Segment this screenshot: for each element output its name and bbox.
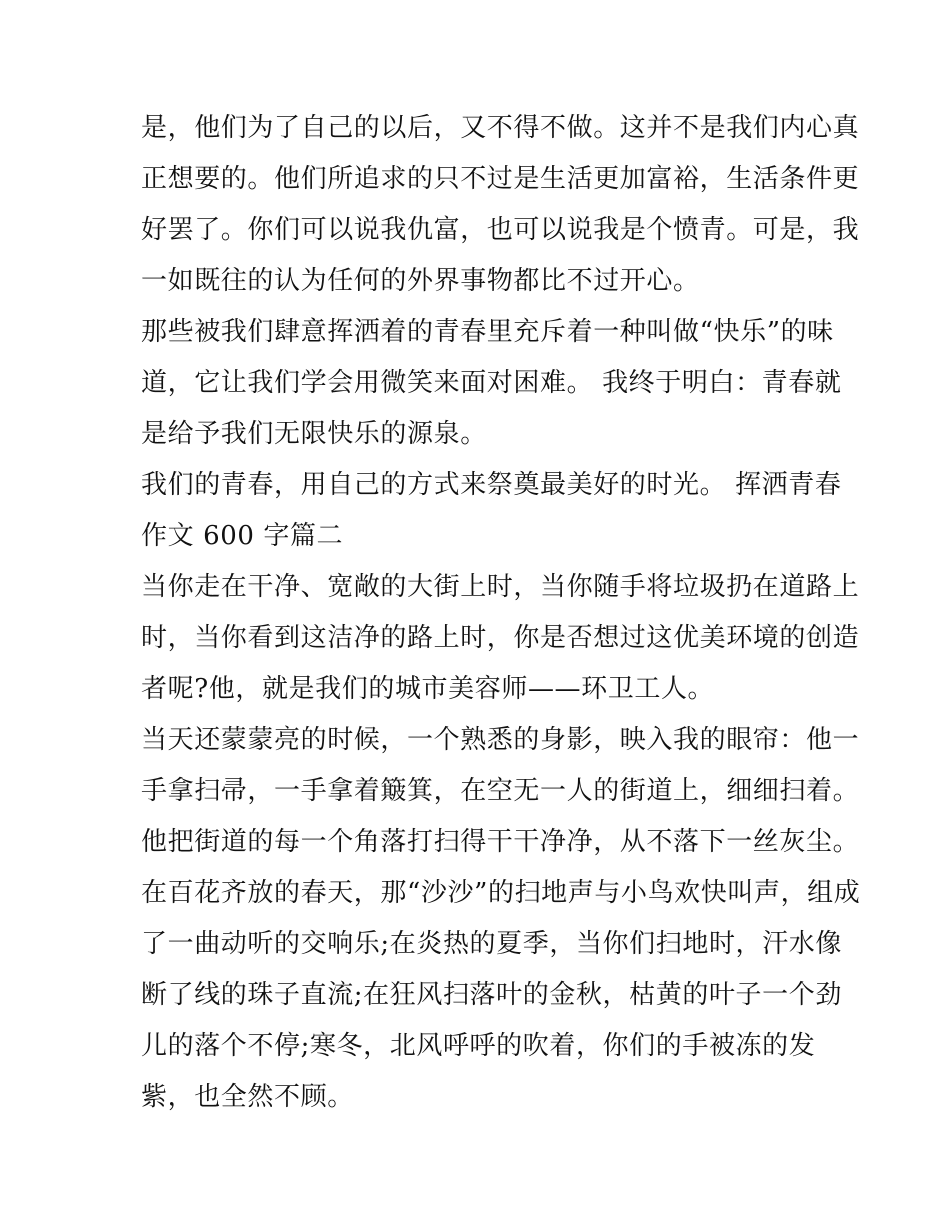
text-line: 他把街道的每一个角落打扫得干干净净，从不落下一丝灰尘。 <box>141 827 860 857</box>
text-line: 当你走在干净、宽敞的大街上时，当你随手将垃圾扔在道路上 <box>141 572 860 602</box>
text-line: 好罢了。你们可以说我仇富，也可以说我是个愤青。可是，我 <box>141 215 860 245</box>
text-line: 当天还蒙蒙亮的时候，一个熟悉的身影，映入我的眼帘：他一 <box>141 725 860 755</box>
text-line: 者呢?他，就是我们的城市美容师——环卫工人。 <box>141 674 715 704</box>
text-line: 道，它让我们学会用微笑来面对困难。 我终于明白：青春就 <box>141 368 842 398</box>
section-title-line: 作文 600 字篇二 <box>141 521 344 551</box>
text-line: 那些被我们肆意挥洒着的青春里充斥着一种叫做“快乐”的味 <box>141 317 834 347</box>
text-line: 我们的青春，用自己的方式来祭奠最美好的时光。 挥洒青春 <box>141 470 842 500</box>
text-line: 一如既往的认为任何的外界事物都比不过开心。 <box>141 266 700 296</box>
text-line: 儿的落个不停;寒冬，北风呼呼的吹着，你们的手被冻的发 <box>141 1031 816 1061</box>
text-line: 是给予我们无限快乐的源泉。 <box>141 419 487 449</box>
text-line: 断了线的珠子直流;在狂风扫落叶的金秋，枯黄的叶子一个劲 <box>141 980 842 1010</box>
document-body <box>141 103 861 1123</box>
text-line: 手拿扫帚，一手拿着簸箕，在空无一人的街道上，细细扫着。 <box>141 776 860 806</box>
text-line: 是，他们为了自己的以后，又不得不做。这并不是我们内心真 <box>141 113 860 143</box>
text-line: 时，当你看到这洁净的路上时，你是否想过这优美环境的创造 <box>141 623 860 653</box>
text-line: 在百花齐放的春天，那“沙沙”的扫地声与小鸟欢快叫声，组成 <box>141 878 861 908</box>
text-line: 了一曲动听的交响乐;在炎热的夏季，当你们扫地时，汗水像 <box>141 929 842 959</box>
text-line: 紫，也全然不顾。 <box>141 1082 354 1112</box>
text-line: 正想要的。他们所追求的只不过是生活更加富裕，生活条件更 <box>141 164 860 194</box>
